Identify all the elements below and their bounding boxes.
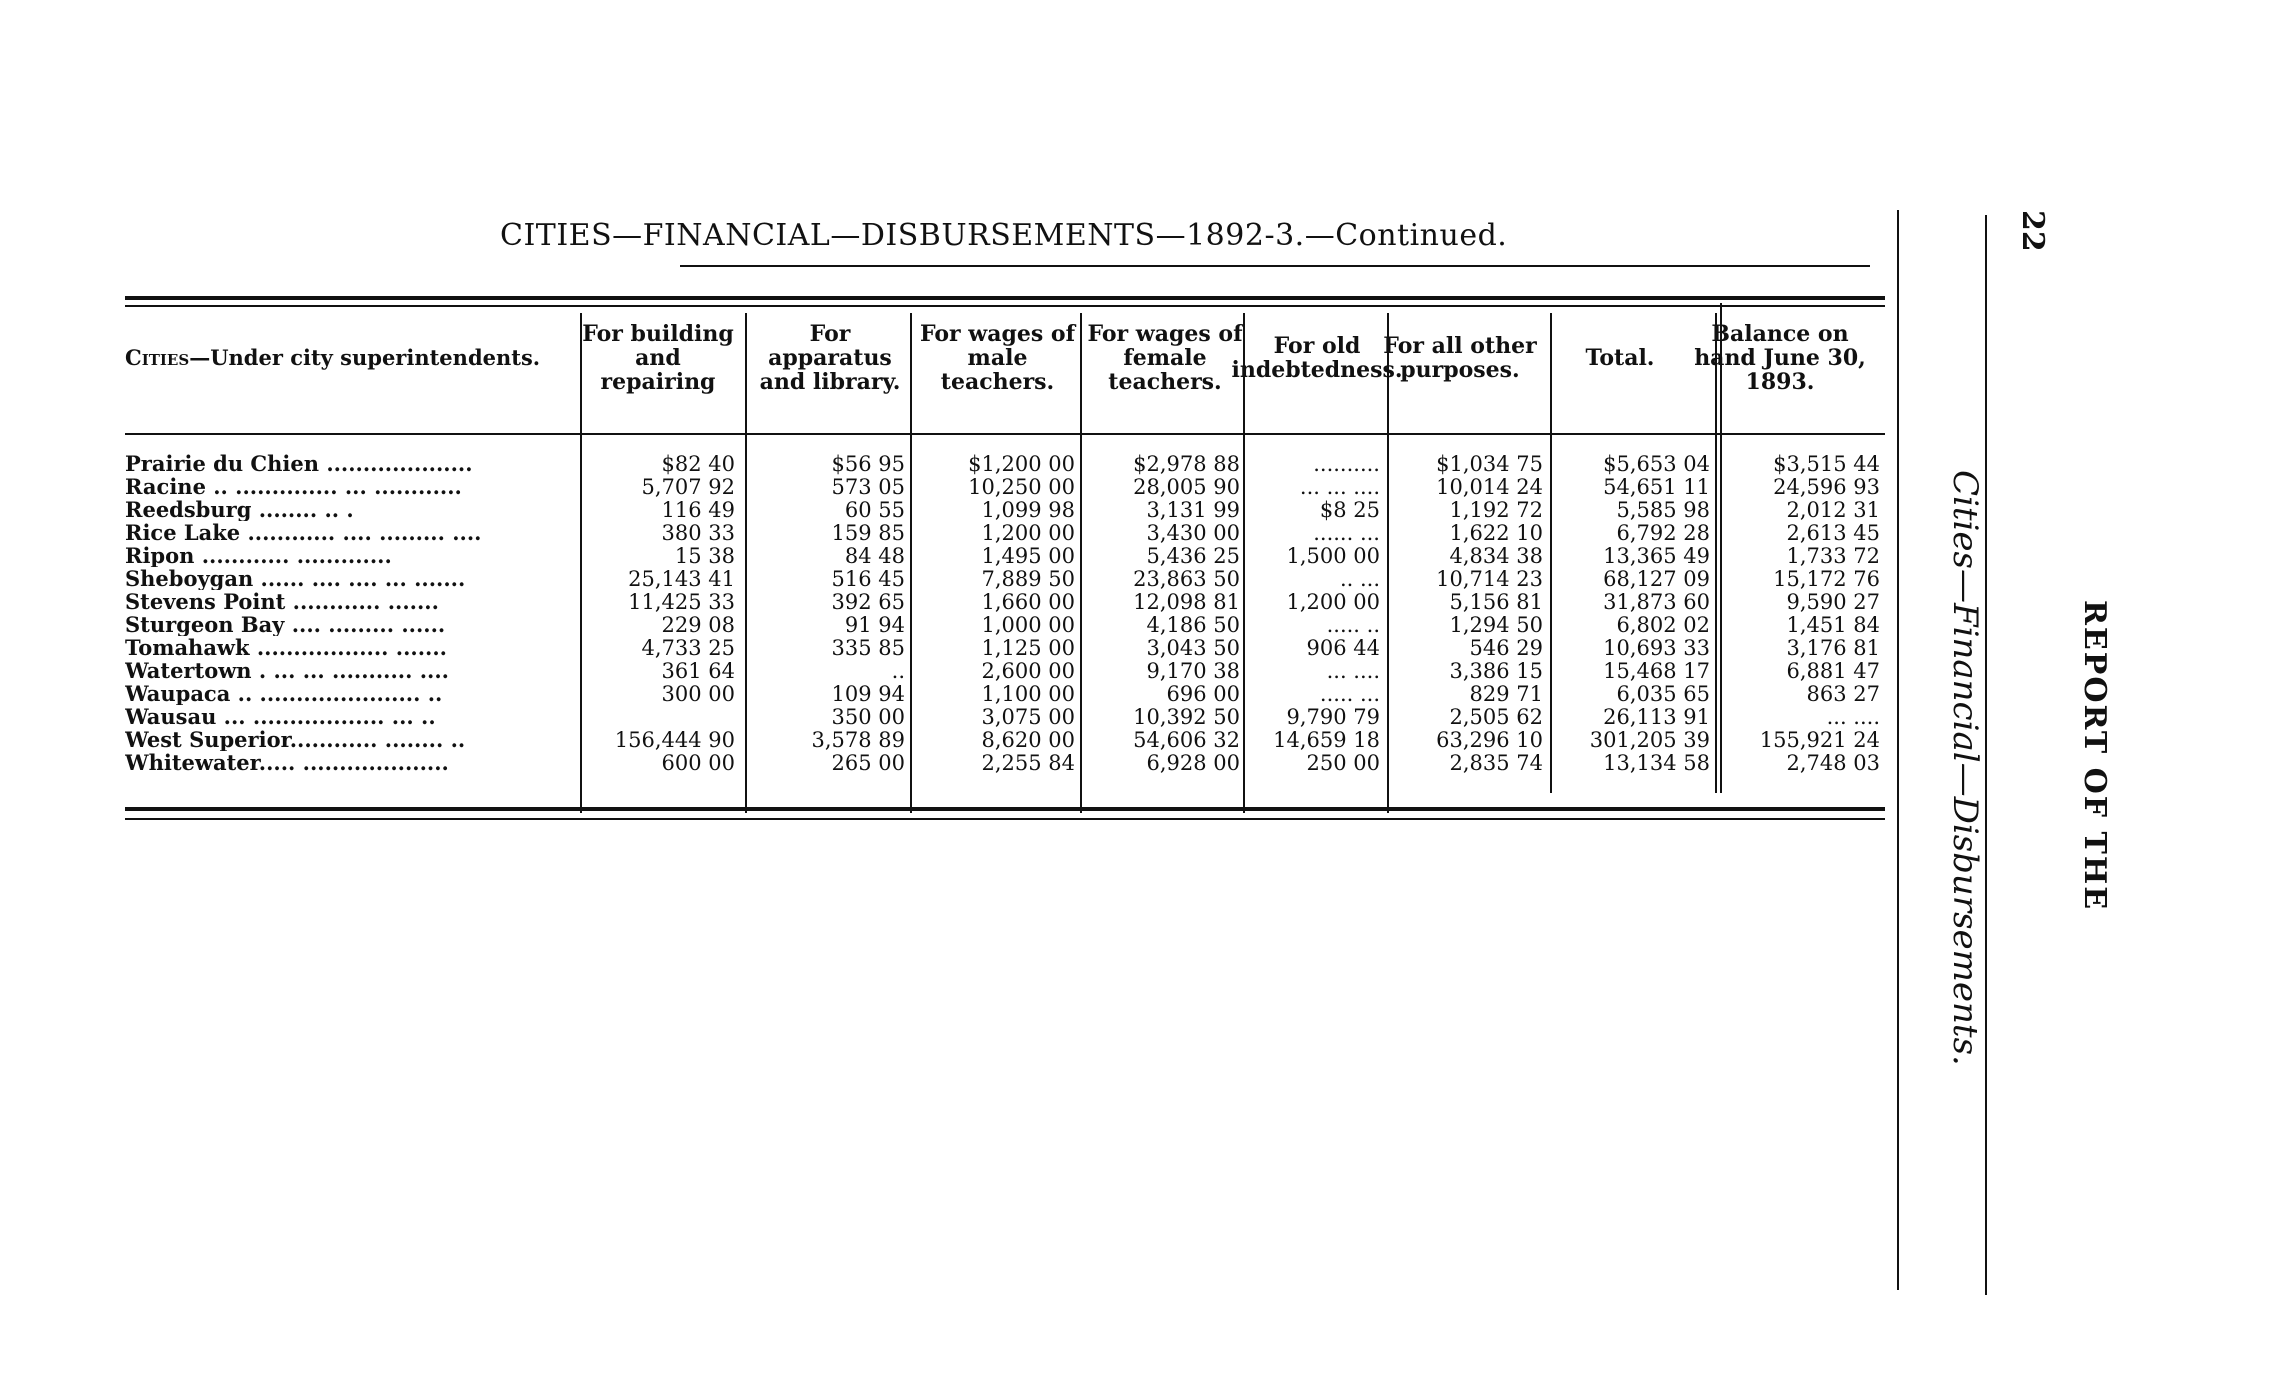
cell-total: 5,585 98 [1616, 498, 1710, 522]
cell-total: 54,651 11 [1603, 475, 1710, 499]
cell-apparatus: 573 05 [831, 475, 905, 499]
cell-building: 361 64 [661, 659, 735, 683]
city-name: Wausau ... .................. ... .. [125, 706, 436, 728]
cell-other: 10,014 24 [1436, 475, 1543, 499]
cell-female: $2,978 88 [1133, 452, 1240, 476]
table-row [125, 614, 1885, 636]
cell-other: $1,034 75 [1436, 452, 1543, 476]
page-number: 22 [2015, 210, 2050, 252]
header-other: For all other purposes. [1383, 333, 1537, 383]
table-row [125, 752, 1885, 774]
table-top-rule [125, 296, 1885, 300]
cell-other: 546 29 [1469, 636, 1543, 660]
cell-apparatus: 60 55 [844, 498, 905, 522]
cell-female: 12,098 81 [1133, 590, 1240, 614]
header-balance: Balance on hand June 30, 1893. [1694, 321, 1866, 395]
cell-male: 7,889 50 [981, 567, 1075, 591]
table-row [125, 476, 1885, 498]
cell-total: 6,035 65 [1616, 682, 1710, 706]
cell-old-debt: ... .... [1326, 659, 1380, 683]
cell-building: 229 08 [661, 613, 735, 637]
cell-male: 1,125 00 [981, 636, 1075, 660]
header-rule [125, 433, 1885, 435]
city-name: Watertown . ... ... ........... .... [125, 660, 449, 682]
cell-old-debt: 14,659 18 [1273, 728, 1380, 752]
city-name: Rice Lake ............ .... ......... .... [125, 522, 482, 544]
cell-other: 1,622 10 [1449, 521, 1543, 545]
cell-female: 9,170 38 [1146, 659, 1240, 683]
top-rule [680, 265, 1870, 267]
header-total: Total. [1585, 345, 1655, 371]
header-male: For wages of male teachers. [919, 321, 1076, 395]
cell-old-debt: 9,790 79 [1286, 705, 1380, 729]
city-name: Sheboygan ...... .... .... ... ....... [125, 568, 466, 590]
cell-building: 300 00 [661, 682, 735, 706]
cell-building: 116 49 [661, 498, 735, 522]
cell-apparatus: .. [891, 659, 905, 683]
header-female: For wages of female teachers. [1087, 321, 1243, 395]
table-row [125, 522, 1885, 544]
cell-female: 23,863 50 [1133, 567, 1240, 591]
table-row [125, 637, 1885, 659]
cell-balance: 1,733 72 [1786, 544, 1880, 568]
cell-apparatus: 3,578 89 [811, 728, 905, 752]
cell-total: 15,468 17 [1603, 659, 1710, 683]
cell-building: 156,444 90 [614, 728, 735, 752]
cell-other: 4,834 38 [1449, 544, 1543, 568]
table-row [125, 545, 1885, 567]
cell-male: 1,495 00 [981, 544, 1075, 568]
table-row [125, 683, 1885, 705]
cell-other: 1,294 50 [1449, 613, 1543, 637]
table-row [125, 706, 1885, 728]
cell-balance: 24,596 93 [1773, 475, 1880, 499]
cell-male: 8,620 00 [981, 728, 1075, 752]
cell-male: 1,000 00 [981, 613, 1075, 637]
cell-other: 10,714 23 [1436, 567, 1543, 591]
cell-building: 11,425 33 [628, 590, 735, 614]
cell-balance: 863 27 [1806, 682, 1880, 706]
margin-rule [1897, 210, 1899, 1290]
cell-apparatus: 392 65 [831, 590, 905, 614]
cell-old-debt: ...... ... [1313, 521, 1380, 545]
cell-total: 6,792 28 [1616, 521, 1710, 545]
cell-female: 3,430 00 [1146, 521, 1240, 545]
cell-male: 10,250 00 [968, 475, 1075, 499]
cell-old-debt: 1,500 00 [1286, 544, 1380, 568]
city-name: Tomahawk .................. ....... [125, 637, 447, 659]
cell-apparatus: 265 00 [831, 751, 905, 775]
header-cities: Cities—Under city superintendents. [125, 345, 541, 370]
cell-old-debt: $8 25 [1319, 498, 1380, 522]
table-row [125, 453, 1885, 475]
cell-old-debt: ... ... .... [1299, 475, 1380, 499]
cell-male: 3,075 00 [981, 705, 1075, 729]
city-name: West Superior............ ........ .. [125, 729, 466, 751]
cell-total: 68,127 09 [1603, 567, 1710, 591]
cell-female: 4,186 50 [1146, 613, 1240, 637]
cell-other: 2,835 74 [1449, 751, 1543, 775]
table-row [125, 729, 1885, 751]
cell-total: 26,113 91 [1603, 705, 1710, 729]
cell-apparatus: 516 45 [831, 567, 905, 591]
cell-balance: 2,012 31 [1786, 498, 1880, 522]
city-name: Waupaca .. ...................... .. [125, 683, 443, 705]
cell-total: 13,365 49 [1603, 544, 1710, 568]
cell-female: 3,131 99 [1146, 498, 1240, 522]
table-bottom-rule-thin [125, 818, 1885, 820]
cell-building: $82 40 [661, 452, 735, 476]
cell-male: 2,600 00 [981, 659, 1075, 683]
cell-balance: 155,921 24 [1759, 728, 1880, 752]
cell-total: 13,134 58 [1603, 751, 1710, 775]
cell-other: 2,505 62 [1449, 705, 1543, 729]
margin-rule [1985, 215, 1987, 1295]
cell-apparatus: 84 48 [844, 544, 905, 568]
report-title: REPORT OF THE [2077, 600, 2112, 912]
cell-other: 5,156 81 [1449, 590, 1543, 614]
table-row [125, 660, 1885, 682]
cell-balance: $3,515 44 [1773, 452, 1880, 476]
cell-balance: 6,881 47 [1786, 659, 1880, 683]
cell-balance: ... .... [1826, 705, 1880, 729]
cell-male: 1,200 00 [981, 521, 1075, 545]
cell-female: 6,928 00 [1146, 751, 1240, 775]
cell-total: $5,653 04 [1603, 452, 1710, 476]
table-row [125, 591, 1885, 613]
cell-old-debt: 1,200 00 [1286, 590, 1380, 614]
header-old-debt: For old indebtedness. [1231, 333, 1403, 383]
cell-building: 5,707 92 [641, 475, 735, 499]
cell-apparatus: 159 85 [831, 521, 905, 545]
cell-building: 15 38 [674, 544, 735, 568]
cell-apparatus: 335 85 [831, 636, 905, 660]
cell-male: 1,099 98 [981, 498, 1075, 522]
cell-apparatus: 109 94 [831, 682, 905, 706]
cell-other: 829 71 [1469, 682, 1543, 706]
cell-balance: 15,172 76 [1773, 567, 1880, 591]
city-name: Racine .. .............. ... ............ [125, 476, 462, 498]
city-name: Reedsburg ........ .. . [125, 499, 354, 521]
table-row [125, 568, 1885, 590]
cell-male: 2,255 84 [981, 751, 1075, 775]
cell-old-debt: 906 44 [1306, 636, 1380, 660]
cell-balance: 1,451 84 [1786, 613, 1880, 637]
cell-balance: 9,590 27 [1786, 590, 1880, 614]
cell-old-debt: ..... ... [1319, 682, 1380, 706]
table-row [125, 499, 1885, 521]
side-title: Cities—Financial—Disbursements. [1945, 470, 1985, 1066]
cell-building: 600 00 [661, 751, 735, 775]
cell-female: 54,606 32 [1133, 728, 1240, 752]
cell-other: 3,386 15 [1449, 659, 1543, 683]
city-name: Sturgeon Bay .... ......... ...... [125, 614, 446, 636]
cell-male: 1,660 00 [981, 590, 1075, 614]
cell-old-debt: .......... [1313, 452, 1380, 476]
header-apparatus: For apparatus and library. [759, 321, 901, 395]
city-name: Stevens Point ............ ....... [125, 591, 439, 613]
cell-building: 25,143 41 [628, 567, 735, 591]
page-title: CITIES—FINANCIAL—DISBURSEMENTS—1892-3.—Continued. [500, 218, 1508, 253]
cell-female: 5,436 25 [1146, 544, 1240, 568]
cell-apparatus: 91 94 [844, 613, 905, 637]
cell-total: 31,873 60 [1603, 590, 1710, 614]
cell-male: $1,200 00 [968, 452, 1075, 476]
cell-building: 4,733 25 [641, 636, 735, 660]
city-name: Ripon ............ ............. [125, 545, 392, 567]
cell-old-debt: .. ... [1339, 567, 1380, 591]
city-name: Whitewater..... .................... [125, 752, 449, 774]
table-bottom-rule [125, 807, 1885, 811]
cell-old-debt: 250 00 [1306, 751, 1380, 775]
cell-apparatus: 350 00 [831, 705, 905, 729]
cell-building: 380 33 [661, 521, 735, 545]
cell-male: 1,100 00 [981, 682, 1075, 706]
cell-total: 6,802 02 [1616, 613, 1710, 637]
header-building: For building and repairing [582, 321, 734, 395]
cell-other: 63,296 10 [1436, 728, 1543, 752]
cell-balance: 2,748 03 [1786, 751, 1880, 775]
cell-female: 10,392 50 [1133, 705, 1240, 729]
cell-total: 301,205 39 [1589, 728, 1710, 752]
cell-female: 28,005 90 [1133, 475, 1240, 499]
cell-total: 10,693 33 [1603, 636, 1710, 660]
cell-old-debt: ..... .. [1326, 613, 1380, 637]
cell-female: 696 00 [1166, 682, 1240, 706]
cell-apparatus: $56 95 [831, 452, 905, 476]
cell-balance: 3,176 81 [1786, 636, 1880, 660]
cell-balance: 2,613 45 [1786, 521, 1880, 545]
cell-other: 1,192 72 [1449, 498, 1543, 522]
cell-female: 3,043 50 [1146, 636, 1240, 660]
city-name: Prairie du Chien .................... [125, 453, 473, 475]
